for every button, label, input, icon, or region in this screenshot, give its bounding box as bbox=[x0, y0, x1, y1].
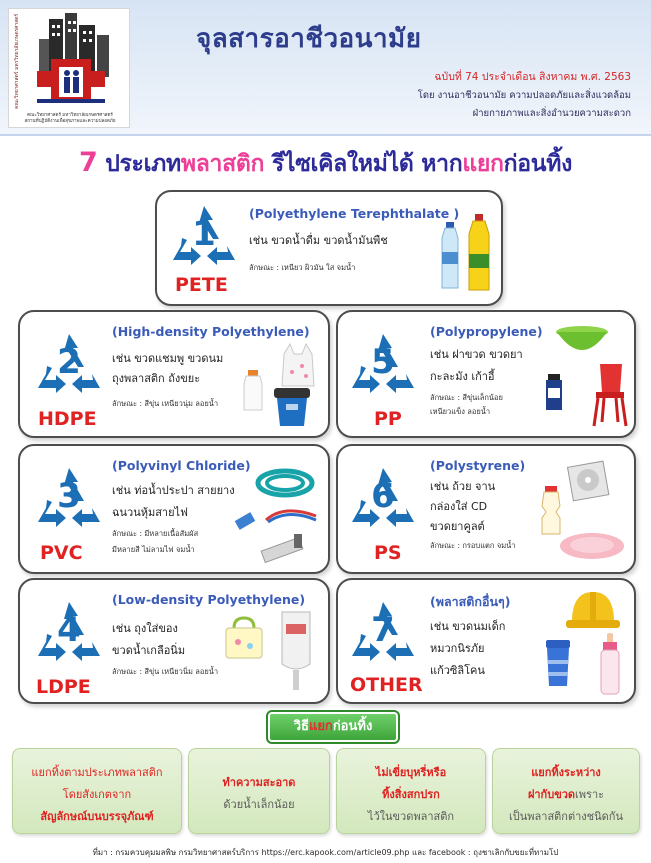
resin-examples-1: เช่น ท่อน้ำประปา สายยาง bbox=[112, 484, 235, 497]
cooking-oil-bottle-icon bbox=[465, 214, 493, 294]
resin-examples-2: ขวดน้ำเกลือนิ่ม bbox=[112, 644, 186, 657]
plastic-card-ldpe bbox=[18, 578, 330, 704]
resin-traits-2: มีหลายสี ไม่ลามไฟ จมน้ำ bbox=[112, 545, 195, 554]
method-part-b: แยก bbox=[308, 719, 333, 734]
resin-abbrev: PETE bbox=[175, 274, 228, 296]
wire-icon bbox=[264, 502, 318, 524]
title-number: 7 bbox=[78, 147, 98, 178]
shopping-bag-icon bbox=[222, 616, 266, 660]
resin-examples-2: ถุงพลาสติก ถังขยะ bbox=[112, 372, 201, 385]
title-part-3: รีไซเคิล bbox=[264, 151, 347, 177]
recycle-symbol-1-icon bbox=[169, 202, 239, 268]
step-3-line-3: ไว้ในขวดพลาสติก bbox=[367, 810, 455, 823]
plastic-card-pvc bbox=[18, 444, 330, 574]
method-part-c: ก่อนทิ้ง bbox=[332, 719, 373, 734]
plastic-card-pp bbox=[336, 310, 636, 438]
recycle-symbol-3-icon bbox=[34, 464, 104, 530]
recycle-symbol-7-icon bbox=[348, 598, 418, 664]
resin-abbrev: PP bbox=[374, 408, 402, 430]
resin-examples-1: เช่น ขวดนมเด็ก bbox=[430, 620, 506, 633]
step-2-line-2: ด้วยน้ำเล็กน้อย bbox=[223, 798, 295, 811]
source-credit: ที่มา : กรมควบคุมมลพิษ กรมวิทยาศาสตร์บริการ https://erc.kapook.com/article09.php และ facebook : ถุงชาเลิกกับขยะที่ทามโป bbox=[92, 848, 559, 857]
step-2-line-1: ทำความสะอาด bbox=[222, 776, 296, 789]
resin-name: (Polystyrene) bbox=[430, 458, 526, 473]
resin-code-number: 7 bbox=[371, 610, 395, 650]
resin-examples-1: เช่น ฝาขวด ขวดยา bbox=[430, 348, 523, 361]
faculty-logo bbox=[8, 8, 130, 128]
resin-code-number: 1 bbox=[192, 214, 216, 254]
main-title bbox=[0, 146, 651, 182]
resin-abbrev: LDPE bbox=[36, 676, 91, 698]
recycle-symbol-4-icon bbox=[34, 598, 104, 664]
title-part-5: แยก bbox=[462, 151, 504, 177]
water-bottle-icon bbox=[439, 222, 461, 292]
resin-examples-3: แก้วซิลิโคน bbox=[430, 664, 485, 677]
resin-examples-1: เช่น ถ้วย จาน bbox=[430, 480, 496, 493]
resin-name: (Polyvinyl Chloride) bbox=[112, 458, 251, 473]
resin-code-number: 3 bbox=[57, 476, 81, 516]
resin-examples-2: หมวกนิรภัย bbox=[430, 642, 485, 655]
resin-abbrev: PVC bbox=[40, 542, 83, 564]
pvc-pipe-icon bbox=[232, 508, 258, 534]
step-3-line-2: ทิ้งสิ่งสกปรก bbox=[382, 788, 440, 801]
plastic-card-pete bbox=[155, 190, 503, 306]
header-banner bbox=[0, 0, 651, 136]
resin-examples: เช่น ขวดน้ำดื่ม ขวดน้ำมันพืช bbox=[249, 234, 388, 247]
recycle-symbol-6-icon bbox=[348, 464, 418, 530]
resin-code-number: 2 bbox=[57, 342, 81, 382]
recycle-symbol-5-icon bbox=[348, 330, 418, 396]
resin-name: (Polyethylene Terephthalate ) bbox=[249, 206, 460, 221]
logo-caption-2: สถานที่ปฏิบัติงานเพื่อสุขภาพและความปลอดภัย bbox=[24, 119, 116, 125]
step-4-line-1: แยกทิ้งระหว่าง bbox=[531, 766, 601, 779]
resin-abbrev: HDPE bbox=[38, 408, 97, 430]
step-2 bbox=[188, 748, 330, 834]
publisher-line-1: โดย งานอาชีวอนามัย ความปลอดภัยและสิ่งแวดล้อม bbox=[417, 90, 631, 101]
safety-helmet-icon bbox=[564, 588, 622, 632]
resin-examples-3: ขวดยาคูลต์ bbox=[430, 520, 485, 533]
step-3 bbox=[336, 748, 486, 834]
basin-icon bbox=[554, 324, 610, 358]
resin-abbrev: OTHER bbox=[350, 674, 423, 696]
resin-name: (พลาสติกอื่นๆ) bbox=[430, 594, 511, 609]
step-4-line-3: เป็นพลาสติกต่างชนิดกัน bbox=[509, 810, 623, 823]
resin-traits: ลักษณะ : เหนียว ผิวมัน ใส จมน้ำ bbox=[249, 263, 356, 272]
step-4-line-2b: เพราะ bbox=[575, 788, 605, 801]
resin-traits: ลักษณะ : สีขุ่น เหนียวนุ่ม ลอยน้ำ bbox=[112, 399, 219, 408]
plastic-card-hdpe bbox=[18, 310, 330, 438]
pipe-fitting-icon bbox=[256, 530, 308, 566]
plastic-card-other bbox=[336, 578, 636, 704]
resin-examples-2: ฉนวนหุ้มสายไฟ bbox=[112, 506, 188, 519]
title-part-2: พลาสติก bbox=[180, 151, 265, 177]
resin-examples-2: กล่องใส่ CD bbox=[430, 500, 488, 513]
garden-hose-icon bbox=[256, 468, 314, 498]
resin-traits: ลักษณะ : สีขุ่น เหนียวนิ่ม ลอยน้ำ bbox=[112, 667, 219, 676]
step-4 bbox=[492, 748, 640, 834]
title-part-6: ก่อนทิ้ง bbox=[503, 151, 573, 177]
medicine-bottle-icon bbox=[544, 374, 564, 410]
milk-bottle-icon bbox=[242, 370, 264, 412]
step-3-line-1: ไม่เขี่ยบุหรี่หรือ bbox=[375, 766, 447, 779]
resin-code-number: 5 bbox=[371, 342, 395, 382]
saline-bag-icon bbox=[276, 608, 316, 694]
resin-code-number: 6 bbox=[371, 476, 395, 516]
resin-examples-1: เช่น ขวดแชมพู ขวดนม bbox=[112, 352, 224, 365]
resin-traits-2: เหนียวแข็ง ลอยน้ำ bbox=[430, 407, 491, 416]
resin-abbrev: PS bbox=[374, 542, 402, 564]
title-part-4: ใหม่ได้ หาก bbox=[346, 151, 463, 177]
step-1-line-3: สัญลักษณ์บนบรรจุภัณฑ์ bbox=[40, 810, 154, 823]
publisher-line-2: ฝ่ายกายภาพและสิ่งอำนวยความสะดวก bbox=[472, 108, 631, 119]
logo-ring-text: คณะวิทยาศาสตร์ มหาวิทยาลัยเกษตรศาสตร์ bbox=[14, 13, 20, 109]
title-part-1: ประเภท bbox=[97, 151, 181, 177]
method-badge bbox=[268, 712, 398, 742]
step-1-line-1: แยกทิ้งตามประเภทพลาสติก bbox=[31, 766, 163, 779]
logo-caption-1: คณะวิทยาศาสตร์ มหาวิทยาลัยเกษตรศาสตร์ bbox=[27, 113, 113, 119]
bulletin-title: จุลสารอาชีวอนามัย bbox=[196, 24, 422, 54]
resin-name: (High-density Polyethylene) bbox=[112, 324, 310, 339]
step-4-line-2a: ฝากับขวด bbox=[527, 788, 576, 801]
method-part-a: วิธี bbox=[293, 719, 309, 734]
baby-bottle-icon bbox=[596, 634, 624, 696]
step-1-line-2: โดยสังเกตจาก bbox=[62, 788, 132, 801]
recycle-symbol-2-icon bbox=[34, 330, 104, 396]
resin-code-number: 4 bbox=[57, 610, 81, 650]
resin-name: (Low-density Polyethylene) bbox=[112, 592, 306, 607]
resin-traits: ลักษณะ : กรอบแตก จมน้ำ bbox=[430, 541, 516, 550]
trash-bin-icon bbox=[272, 386, 312, 428]
resin-name: (Polypropylene) bbox=[430, 324, 543, 339]
yakult-bottle-icon bbox=[540, 486, 562, 536]
silicone-cup-icon bbox=[542, 638, 574, 688]
plastic-chair-icon bbox=[588, 362, 628, 428]
cd-case-icon bbox=[568, 460, 610, 500]
plate-icon bbox=[558, 530, 626, 562]
step-1 bbox=[12, 748, 182, 834]
resin-examples-1: เช่น ถุงใส่ของ bbox=[112, 622, 178, 635]
plastic-bag-icon bbox=[278, 342, 318, 388]
resin-traits-1: ลักษณะ : มีหลายเนื้อสัมผัส bbox=[112, 529, 199, 538]
resin-examples-2: กะละมัง เก้าอี้ bbox=[430, 370, 495, 383]
issue-line: ฉบับที่ 74 ประจำเดือน สิงหาคม พ.ศ. 2563 bbox=[434, 71, 631, 83]
resin-traits-1: ลักษณะ : สีขุ่นเล็กน้อย bbox=[430, 393, 503, 402]
plastic-card-ps bbox=[336, 444, 636, 574]
